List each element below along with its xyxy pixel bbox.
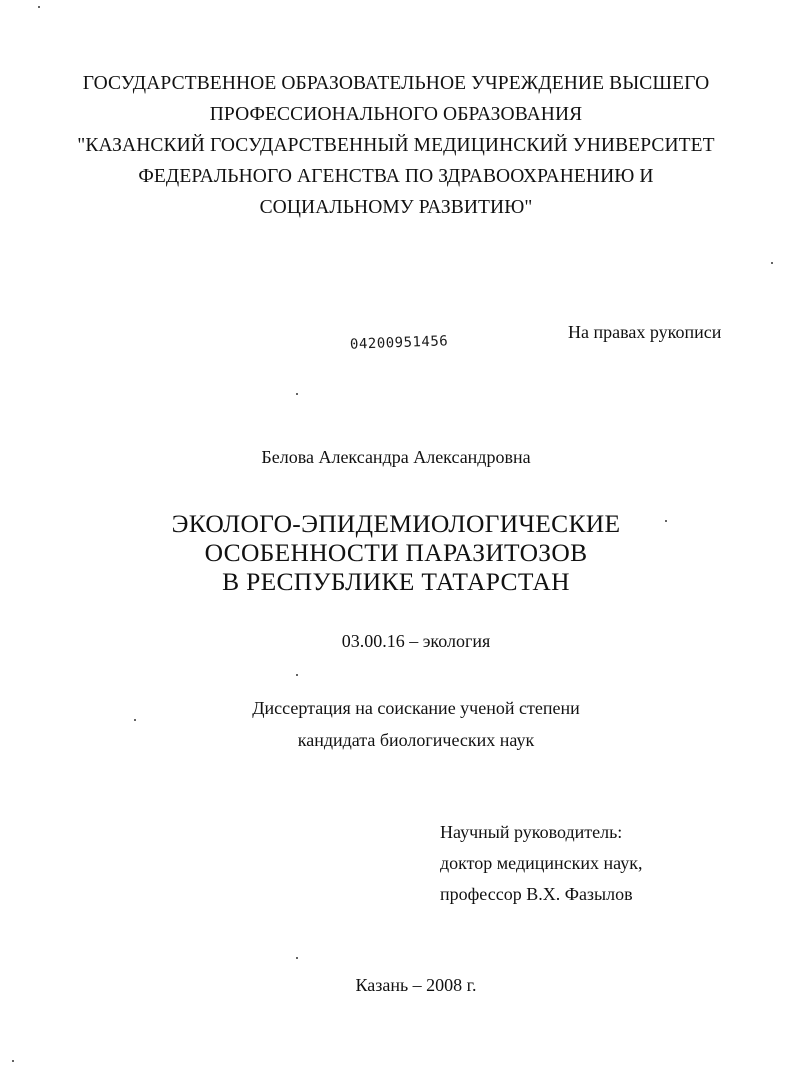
institution-line: ПРОФЕССИОНАЛЬНОГО ОБРАЗОВАНИЯ xyxy=(209,104,583,125)
degree-line: кандидата биологических наук xyxy=(297,730,535,750)
scan-speck xyxy=(665,520,667,522)
specialty-code: 03.00.16 – экология xyxy=(341,631,491,651)
title-line: ЭКОЛОГО-ЭПИДЕМИОЛОГИЧЕСКИЕ xyxy=(171,509,621,538)
scan-speck xyxy=(12,1060,14,1062)
library-stamp-number: 04200951456 xyxy=(349,333,449,353)
scan-speck xyxy=(134,719,136,721)
title-line: ОСОБЕННОСТИ ПАРАЗИТОЗОВ xyxy=(204,538,588,567)
scan-speck xyxy=(771,262,773,264)
institution-line: "КАЗАНСКИЙ ГОСУДАРСТВЕННЫЙ МЕДИЦИНСКИЙ УНИВЕРСИТЕТ xyxy=(77,135,715,156)
city-year: Казань – 2008 г. xyxy=(355,975,477,995)
institution-line: СОЦИАЛЬНОМУ РАЗВИТИЮ" xyxy=(259,197,533,218)
institution-line: ФЕДЕРАЛЬНОГО АГЕНСТВА ПО ЗДРАВООХРАНЕНИЮ И xyxy=(138,166,654,187)
scan-speck xyxy=(38,6,40,8)
institution-line: ГОСУДАРСТВЕННОЕ ОБРАЗОВАТЕЛЬНОЕ УЧРЕЖДЕНИЕ ВЫСШЕГО xyxy=(82,73,710,94)
scientific-supervisor xyxy=(440,817,642,910)
scan-speck xyxy=(296,393,298,395)
author-name: Белова Александра Александровна xyxy=(261,447,531,467)
manuscript-rights-note: На правах рукописи xyxy=(568,322,722,342)
degree-statement xyxy=(0,692,792,756)
institution-header xyxy=(60,68,732,223)
degree-line: Диссертация на соискание ученой степени xyxy=(252,698,580,718)
supervisor-line: профессор В.Х. Фазылов xyxy=(440,884,633,904)
title-line: В РЕСПУБЛИКЕ ТАТАРСТАН xyxy=(222,567,570,596)
dissertation-title xyxy=(60,509,732,596)
scan-speck xyxy=(296,674,298,676)
scan-speck xyxy=(296,957,298,959)
supervisor-line: Научный руководитель: xyxy=(440,822,623,842)
supervisor-line: доктор медицинских наук, xyxy=(440,853,643,873)
